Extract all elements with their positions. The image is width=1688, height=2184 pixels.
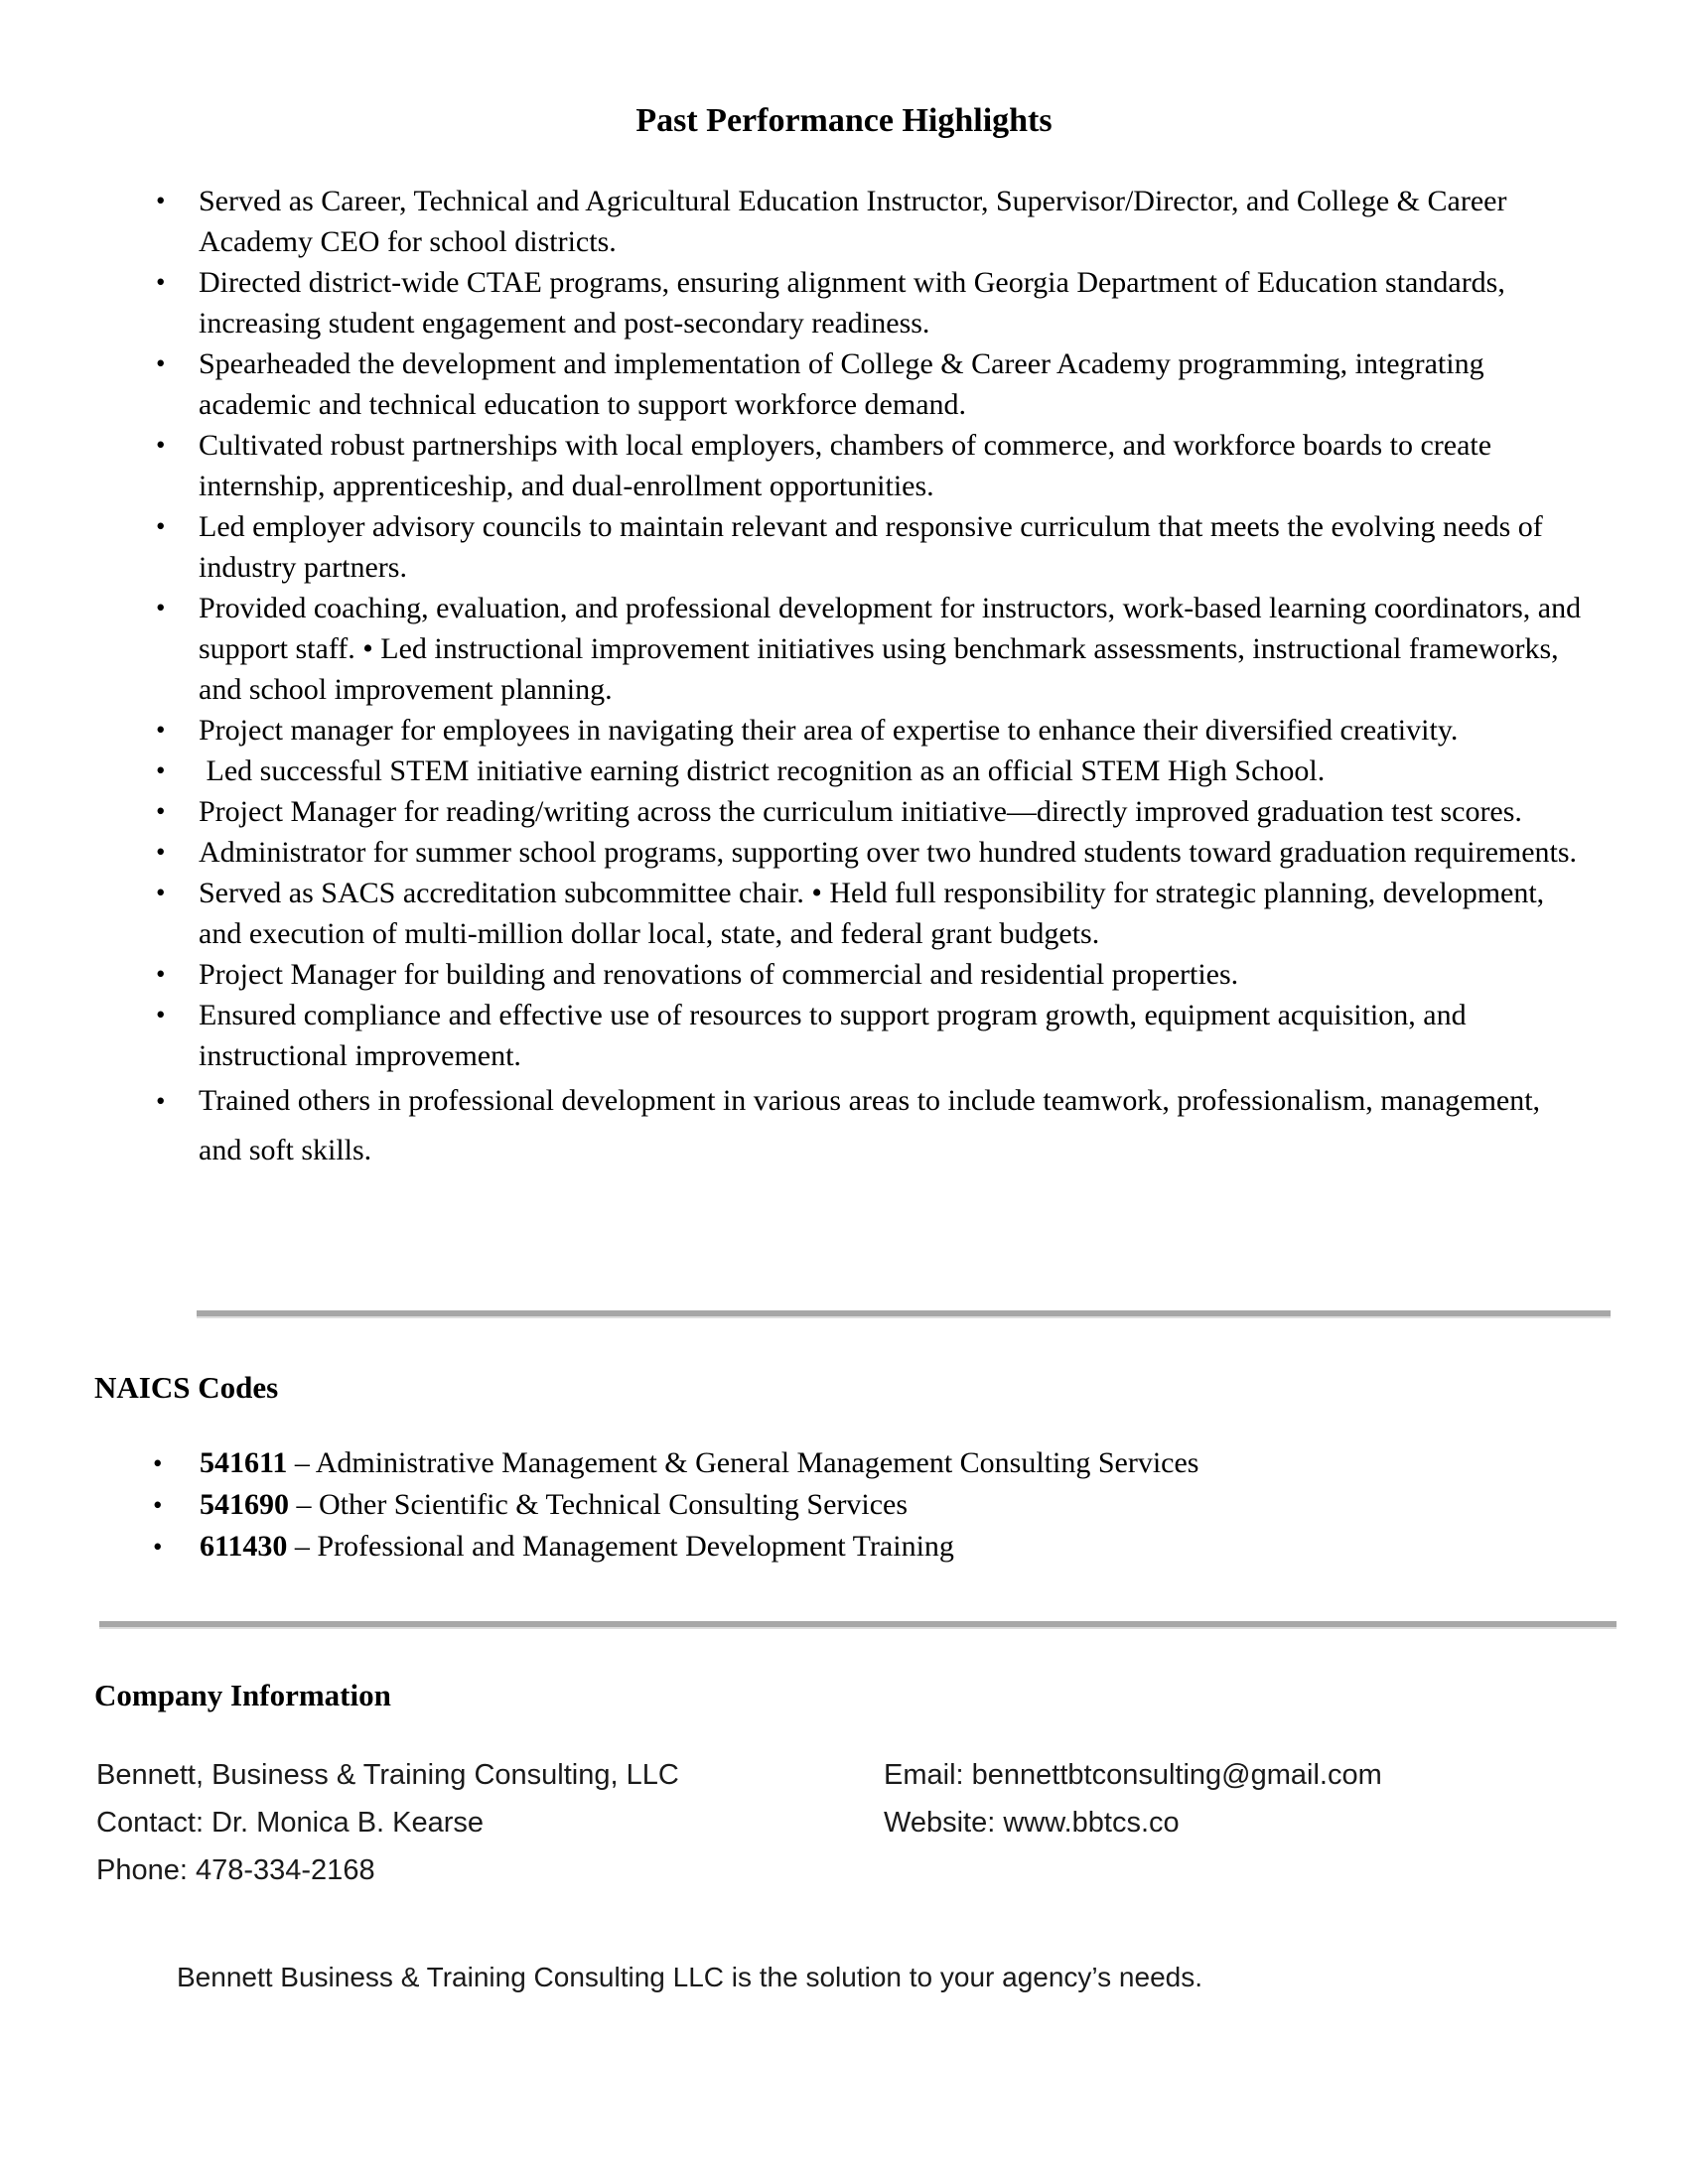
highlight-item: • Spearheaded the development and implementation of College & Career Academy programming, integrating academic and technical education to support workforce demand.	[154, 343, 1589, 425]
highlight-item: • Served as Career, Technical and Agricultural Education Instructor, Supervisor/Director, and College & Career Academy CEO for school districts.	[154, 181, 1589, 262]
highlight-item: • Cultivated robust partnerships with local employers, chambers of commerce, and workforce boards to create internship, apprenticeship, and dual-enrollment opportunities.	[154, 425, 1589, 506]
highlight-item: • Directed district-wide CTAE programs, ensuring alignment with Georgia Department of Education standards, increasing student engagement and post-secondary readiness.	[154, 262, 1589, 343]
company-phone: Phone: 478-334-2168	[96, 1854, 375, 1886]
highlight-item: • Ensured compliance and effective use of resources to support program growth, equipment acquisition, and instructional improvement.	[154, 995, 1589, 1076]
naics-code: 541690	[200, 1488, 289, 1521]
naics-label: – Professional and Management Development Training	[294, 1530, 954, 1563]
company-contact: Contact: Dr. Monica B. Kearse	[96, 1807, 485, 1839]
naics-code: 541611	[200, 1446, 288, 1479]
highlight-item: • Project manager for employees in navigating their area of expertise to enhance their diversified creativity.	[154, 710, 1589, 751]
highlight-item: • Project Manager for building and renovations of commercial and residential properties.	[154, 954, 1589, 995]
highlight-item: • Provided coaching, evaluation, and professional development for instructors, work-based learning coordinators, and support staff. • Led instructional improvement initiatives using benchmark assessments, instructional frameworks, and school improvement planning.	[154, 588, 1589, 710]
company-email: Email: bennettbtconsulting@gmail.com	[884, 1759, 1382, 1791]
naics-item	[151, 1442, 1571, 1484]
company-heading: Company Information	[94, 1678, 391, 1712]
naics-item	[151, 1526, 1571, 1568]
tagline: Bennett Business & Training Consulting LLC is the solution to your agency’s needs.	[177, 1962, 1202, 1992]
highlight-item: • Project Manager for reading/writing across the curriculum initiative—directly improved graduation test scores.	[154, 791, 1589, 832]
naics-heading: NAICS Codes	[94, 1370, 279, 1405]
naics-list	[151, 1442, 1571, 1568]
highlight-item: • Served as SACS accreditation subcommittee chair. • Held full responsibility for strategic planning, development, and execution of multi-million dollar local, state, and federal grant budgets.	[154, 873, 1589, 954]
highlights-list	[154, 181, 1589, 1175]
naics-label: – Administrative Management & General Management Consulting Services	[294, 1446, 1199, 1479]
highlight-item: • Led successful STEM initiative earning district recognition as an official STEM High School.	[154, 751, 1589, 791]
page-title: Past Performance Highlights	[635, 102, 1053, 139]
section-divider	[197, 1310, 1611, 1318]
naics-code: 611430	[200, 1530, 288, 1563]
section-divider	[99, 1621, 1617, 1629]
naics-item	[151, 1484, 1571, 1526]
highlight-item: • Led employer advisory councils to maintain relevant and responsive curriculum that meets the evolving needs of industry partners.	[154, 506, 1589, 588]
highlight-item: • Administrator for summer school programs, supporting over two hundred students toward graduation requirements.	[154, 832, 1589, 873]
company-name: Bennett, Business & Training Consulting, LLC	[96, 1759, 679, 1791]
company-website: Website: www.bbtcs.co	[884, 1807, 1180, 1839]
highlight-item: • Trained others in professional development in various areas to include teamwork, professionalism, management, and soft skills.	[154, 1076, 1589, 1175]
naics-label: – Other Scientific & Technical Consulting Services	[296, 1488, 909, 1521]
